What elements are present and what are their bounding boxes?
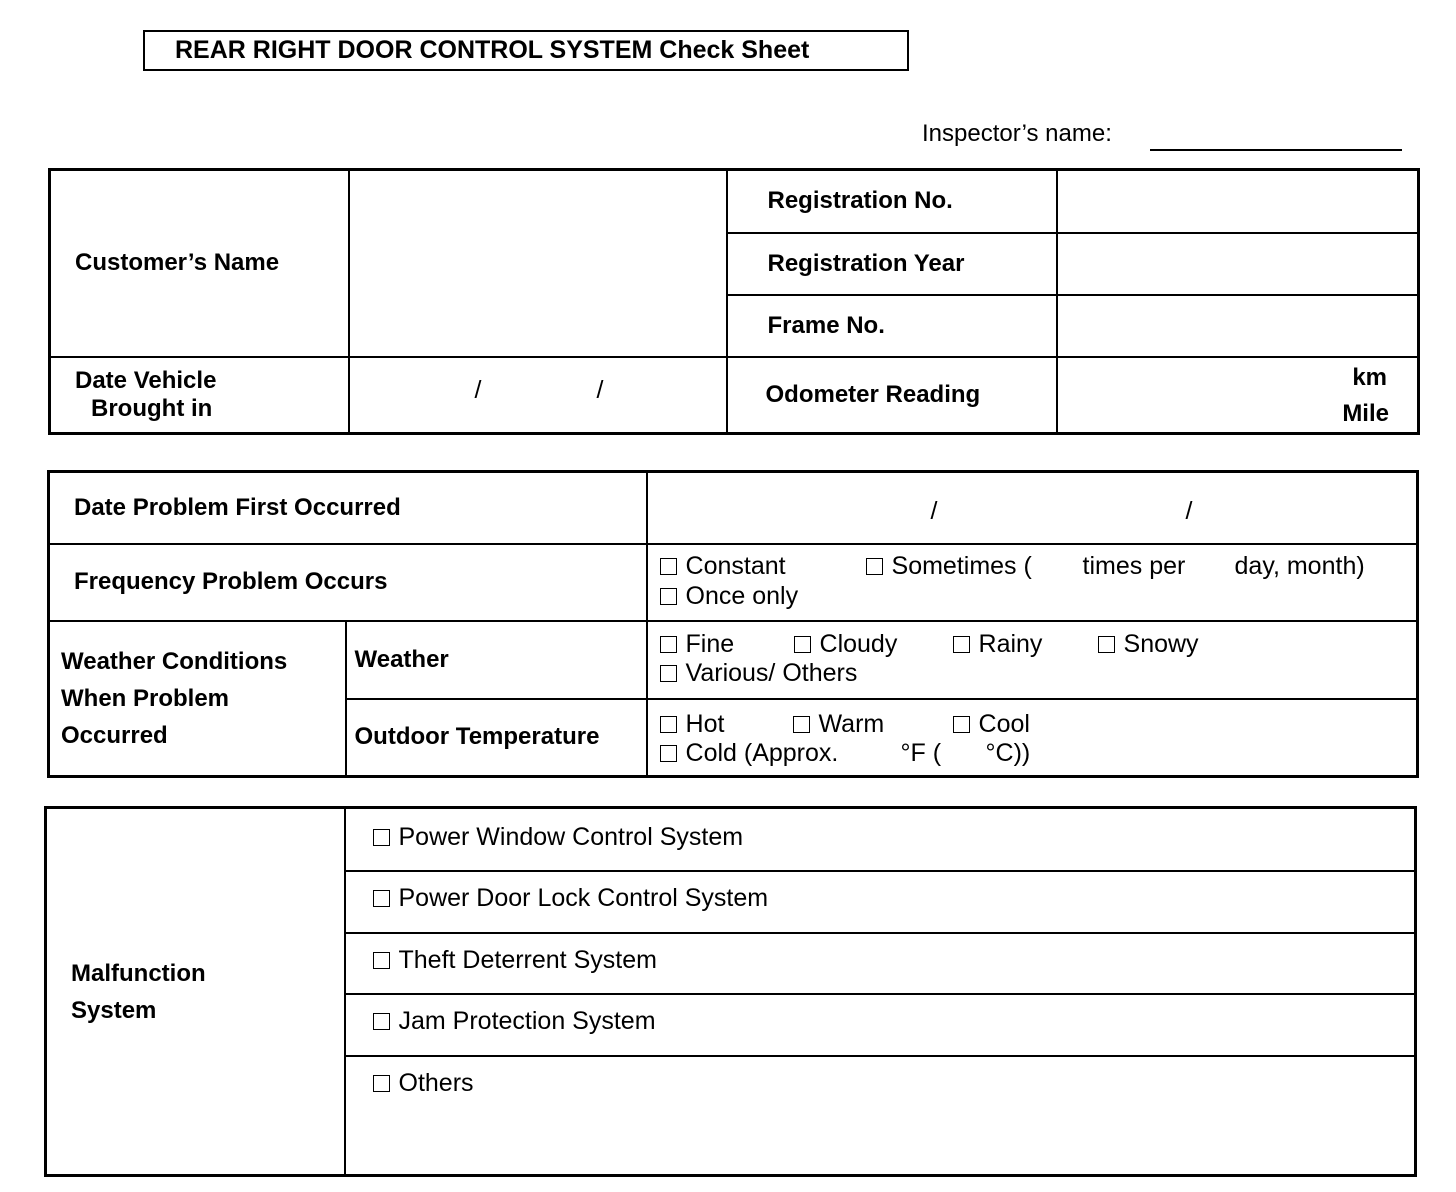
malfunction-label-line1: Malfunction — [71, 959, 206, 987]
temperature-cool-option[interactable]: Cool — [953, 710, 1030, 739]
checkbox-icon[interactable] — [660, 665, 677, 682]
weather-conditions-line1: Weather Conditions — [61, 647, 288, 675]
date-separator: / — [930, 497, 938, 525]
weather-various-option[interactable]: Various/ Others — [660, 659, 858, 688]
date-vehicle-brought-in-label — [50, 357, 349, 434]
registration-no-field[interactable] — [1057, 170, 1419, 233]
checkbox-icon[interactable] — [660, 558, 677, 575]
times-per-label: times per — [1082, 551, 1186, 580]
weather-conditions-label — [49, 621, 346, 777]
weather-conditions-line3: Occurred — [61, 721, 168, 749]
weather-snowy-option[interactable]: Snowy — [1098, 630, 1199, 659]
frequency-label: Frequency Problem Occurs — [49, 544, 647, 621]
unit-mile-label: Mile — [1342, 399, 1389, 427]
inspector-name-field[interactable] — [1150, 149, 1402, 151]
degree-f-label: °F ( — [900, 738, 942, 767]
unit-km-label: km — [1352, 363, 1387, 391]
problem-conditions-table — [47, 470, 1419, 778]
checkbox-icon[interactable] — [660, 745, 677, 762]
weather-cloudy-option[interactable]: Cloudy — [794, 630, 898, 659]
frequency-constant-option[interactable]: Constant — [660, 552, 786, 581]
temperature-warm-option[interactable]: Warm — [793, 710, 885, 739]
malfunction-system-label — [46, 808, 345, 1176]
weather-options — [647, 621, 1418, 699]
customers-name-label: Customer’s Name — [50, 170, 349, 357]
malfunction-option-power-door-lock[interactable]: Power Door Lock Control System — [345, 871, 1416, 933]
checkbox-icon[interactable] — [1098, 636, 1115, 653]
checkbox-icon[interactable] — [660, 636, 677, 653]
customers-name-field[interactable] — [349, 170, 727, 357]
registration-no-label: Registration No. — [727, 170, 1057, 233]
weather-label: Weather — [346, 621, 647, 699]
weather-rainy-option[interactable]: Rainy — [953, 630, 1043, 659]
checkbox-icon[interactable] — [953, 716, 970, 733]
registration-year-label: Registration Year — [727, 233, 1057, 295]
date-separator: / — [596, 375, 604, 404]
checkbox-icon[interactable] — [373, 890, 390, 907]
inspector-name-label: Inspector’s name: — [922, 120, 1112, 147]
checkbox-icon[interactable] — [373, 952, 390, 969]
checkbox-icon[interactable] — [373, 1075, 390, 1092]
checkbox-icon[interactable] — [660, 716, 677, 733]
temperature-cold-option[interactable]: Cold (Approx. — [660, 739, 839, 768]
date-first-occurred-label: Date Problem First Occurred — [49, 472, 647, 544]
frequency-options — [647, 544, 1418, 621]
malfunction-option-power-window[interactable]: Power Window Control System — [345, 808, 1416, 871]
checkbox-icon[interactable] — [373, 829, 390, 846]
date-separator: / — [1185, 497, 1193, 525]
day-month-label: day, month) — [1234, 551, 1365, 580]
weather-fine-option[interactable]: Fine — [660, 630, 735, 659]
odometer-reading-label: Odometer Reading — [727, 357, 1057, 434]
date-vehicle-label-line1: Date Vehicle — [75, 366, 217, 394]
checkbox-icon[interactable] — [953, 636, 970, 653]
frequency-once-only-option[interactable]: Once only — [660, 582, 799, 611]
degree-c-label: °C)) — [985, 738, 1031, 767]
checkbox-icon[interactable] — [866, 558, 883, 575]
checkbox-icon[interactable] — [794, 636, 811, 653]
odometer-reading-field[interactable] — [1057, 357, 1419, 434]
outdoor-temperature-label: Outdoor Temperature — [346, 699, 647, 777]
checkbox-icon[interactable] — [373, 1013, 390, 1030]
malfunction-option-others[interactable]: Others — [345, 1056, 1416, 1176]
date-first-occurred-field[interactable] — [647, 472, 1418, 544]
frequency-sometimes-option[interactable]: Sometimes ( — [866, 552, 1032, 581]
malfunction-option-theft-deterrent[interactable]: Theft Deterrent System — [345, 933, 1416, 994]
registration-year-field[interactable] — [1057, 233, 1419, 295]
malfunction-option-jam-protection[interactable]: Jam Protection System — [345, 994, 1416, 1056]
vehicle-info-table — [48, 168, 1420, 435]
malfunction-label-line2: System — [71, 996, 157, 1024]
checkbox-icon[interactable] — [660, 588, 677, 605]
frame-no-field[interactable] — [1057, 295, 1419, 357]
temperature-hot-option[interactable]: Hot — [660, 710, 725, 739]
frame-no-label: Frame No. — [727, 295, 1057, 357]
malfunction-system-table — [44, 806, 1417, 1177]
date-separator: / — [474, 375, 482, 404]
check-sheet-title: REAR RIGHT DOOR CONTROL SYSTEM Check Sheet — [143, 30, 909, 71]
date-vehicle-brought-in-field[interactable] — [349, 357, 727, 434]
date-vehicle-label-line2: Brought in — [91, 394, 213, 422]
checkbox-icon[interactable] — [793, 716, 810, 733]
weather-conditions-line2: When Problem — [61, 684, 230, 712]
temperature-options — [647, 699, 1418, 777]
